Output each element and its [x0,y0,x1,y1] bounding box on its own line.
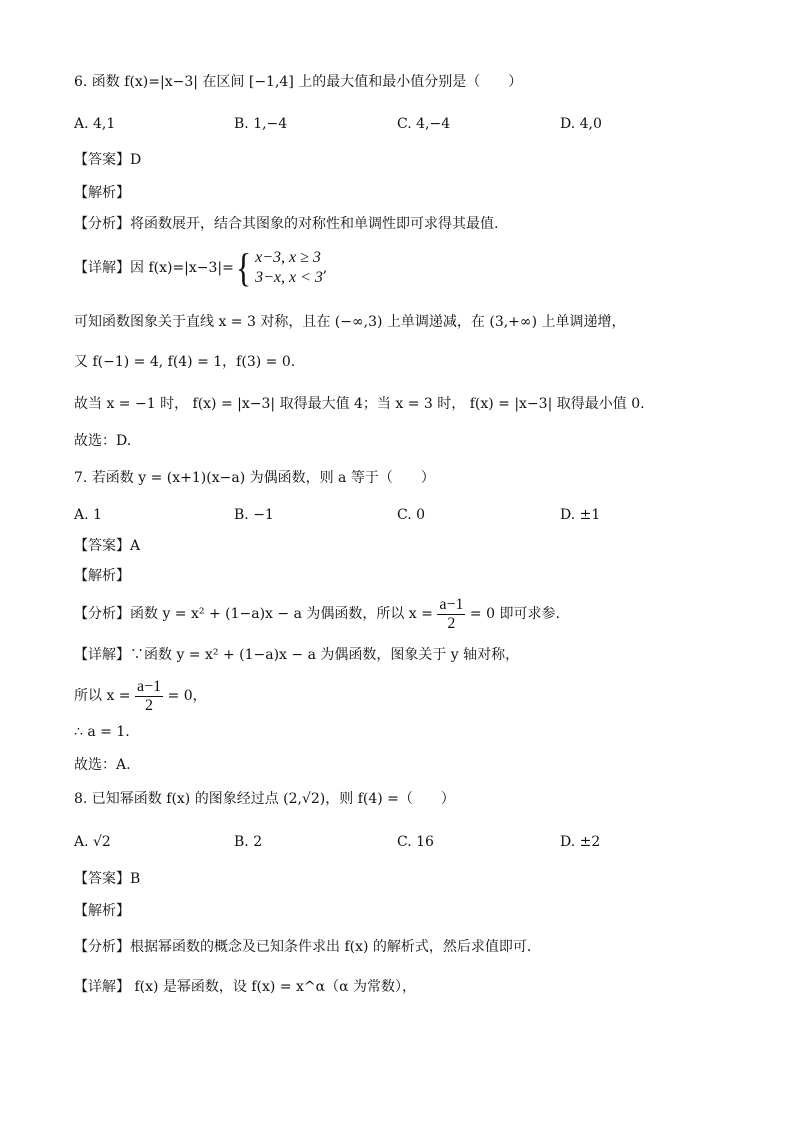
q6-fenxi: 【分析】将函数展开，结合其图象的对称性和单调性即可求得其最值. [74,216,499,232]
q6-option-a: A. 4,1 [74,116,116,132]
q7-xiangjie: 【详解】∵函数 y = x² + (1−a)x − a 为偶函数，图象关于 y 轴对称， [74,647,520,663]
left-brace-icon: { [235,245,252,290]
q8-stem: 8. 已知幂函数 f(x) 的图象经过点 (2,√2)，则 f(4) =（ ） [74,791,455,807]
q8-fenxi: 【分析】根据幂函数的概念及已知条件求出 f(x) 的解析式，然后求值即可. [74,939,532,955]
q7-option-a: A. 1 [74,507,102,523]
q7-stem: 7. 若函数 y = (x+1)(x−a) 为偶函数，则 a 等于（ ） [74,470,435,486]
q6-symmetry-line: 可知函数图象关于直线 x = 3 对称，且在 (−∞,3) 上单调递减，在 (3,+∞) 上单调递增， [74,314,626,330]
q7-answer: 【答案】A [74,538,141,554]
q6-case-2: 3−x, x < 3 [255,269,323,286]
q7-so-fraction [135,678,163,715]
q8-xiangjie: 【详解】 f(x) 是幂函数，设 f(x) = x^α（α 为常数）， [74,979,416,995]
q7-option-b: B. −1 [234,507,274,523]
fraction-denominator: 2 [447,614,456,632]
q6-option-b: B. 1,−4 [234,116,288,132]
q6-xiangjie [74,246,327,290]
q6-answer: 【答案】D [74,152,142,168]
q6-option-c: C. 4,−4 [397,116,451,132]
q6-values-line: 又 f(−1) = 4, f(4) = 1，f(3) = 0. [74,354,296,370]
q8-option-c: C. 16 [397,834,434,850]
q6-choose: 故选：D. [74,433,132,449]
q7-choose: 故选：A. [74,757,131,773]
q7-so-suffix: = 0， [167,688,207,704]
q7-so-prefix: 所以 x = [74,688,131,704]
q8-analysis-heading: 【解析】 [74,903,130,919]
q6-xiangjie-prefix: 【详解】因 f(x)=|x−3|= [74,260,234,276]
q6-option-d: D. 4,0 [560,116,602,132]
fraction-numerator: a−1 [439,595,464,613]
q6-stem: 6. 函数 f(x)=|x−3| 在区间 [−1,4] 上的最大值和最小值分别是（ ） [74,74,523,90]
q6-analysis-heading: 【解析】 [74,185,130,201]
q7-analysis-heading: 【解析】 [74,568,130,584]
q7-option-c: C. 0 [397,507,426,523]
q7-fenxi-prefix: 【分析】函数 y = x² + (1−a)x − a 为偶函数，所以 x = [74,606,433,622]
q7-fenxi-suffix: = 0 即可求参. [469,606,560,622]
q7-option-d: D. ±1 [560,507,601,523]
q7-therefore: ∴ a = 1. [74,724,130,740]
q6-case-1: x−3, x ≥ 3 [255,249,321,266]
fraction-numerator: a−1 [136,677,162,695]
q7-fenxi [74,594,560,634]
q7-fenxi-fraction [437,596,465,633]
q8-option-d: D. ±2 [560,834,601,850]
q6-piecewise-cases [255,248,323,288]
q8-option-b: B. 2 [234,834,263,850]
q8-answer: 【答案】B [74,871,141,887]
fraction-denominator: 2 [145,696,154,714]
q8-option-a: A. √2 [74,834,111,850]
q6-case-suffix: , [322,260,328,276]
q7-so-line [74,676,207,716]
q6-conclusion-line: 故当 x = −1 时， f(x) = |x−3| 取得最大值 4；当 x = 3 时， f(x) = |x−3| 取得最小值 0. [74,396,645,412]
